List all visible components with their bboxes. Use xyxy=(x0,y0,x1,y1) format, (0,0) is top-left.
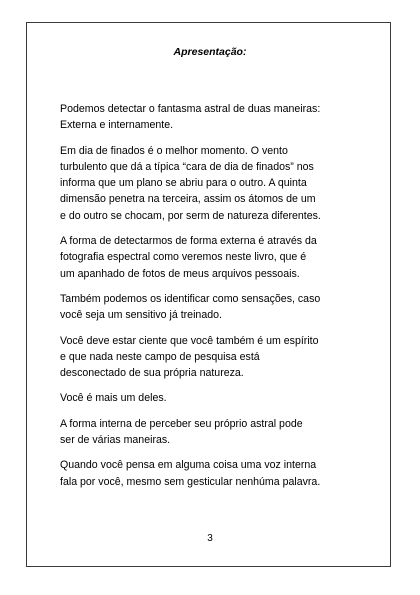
page-title: Apresentação: xyxy=(173,46,247,58)
text-line: Externa e internamente. xyxy=(60,119,174,132)
text-line: um apanhado de fotos de meus arquivos pessoais. xyxy=(60,267,300,280)
paragraph-4 xyxy=(60,291,360,324)
text-line: e do outro se chocam, por serm de natureza diferentes. xyxy=(60,209,321,222)
text-line: você seja um sensitivo já treinado. xyxy=(60,309,222,322)
text-line: Você deve estar ciente que você também é um espírito xyxy=(60,334,319,347)
page-number: 3 xyxy=(207,533,213,544)
text-line: Você é mais um deles. xyxy=(60,392,167,405)
text-line: Em dia de finados é o melhor momento. O vento xyxy=(60,144,288,157)
text-line: desconectado de sua própria natureza. xyxy=(60,367,244,380)
paragraph-6 xyxy=(60,390,360,406)
paragraph-5 xyxy=(60,333,360,382)
text-line: turbulento que dá a típica “cara de dia de finados” nos xyxy=(60,160,314,173)
text-line: informa que um plano se abriu para o outro. A quinta xyxy=(60,177,307,190)
text-line: Também podemos os identificar como sensações, caso xyxy=(60,292,321,305)
paragraph-7 xyxy=(60,416,360,449)
paragraph-8 xyxy=(60,457,360,490)
text-line: ser de várias maneiras. xyxy=(60,434,171,447)
text-line: Quando você pensa em alguma coisa uma voz interna xyxy=(60,459,317,472)
paragraph-3 xyxy=(60,233,360,282)
text-line: A forma de detectarmos de forma externa é através da xyxy=(60,235,317,248)
paragraph-1 xyxy=(60,101,360,134)
paragraph-2 xyxy=(60,143,360,224)
text-line: dimensão penetra na terceira, assim os átomos de um xyxy=(60,193,316,206)
body-text xyxy=(60,101,360,499)
text-line: fala por você, mesmo sem gesticular nenhúma palavra. xyxy=(60,475,321,488)
text-line: Podemos detectar o fantasma astral de duas maneiras: xyxy=(60,103,321,115)
text-line: e que nada neste campo de pesquisa está xyxy=(60,350,260,363)
text-line: fotografia espectral como veremos neste livro, que é xyxy=(60,251,307,264)
text-line: A forma interna de perceber seu próprio astral pode xyxy=(60,417,303,430)
